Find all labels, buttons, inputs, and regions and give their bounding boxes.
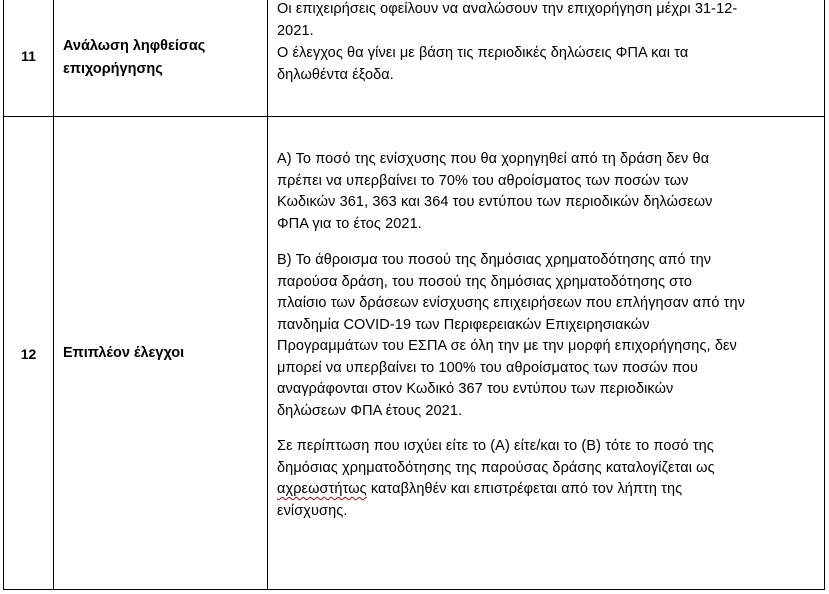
text-line: αναγράφονται στον Κωδικό 367 του εντύπου των περιοδικών [277, 381, 674, 397]
text-line: παρούσα δράση, του ποσού της δημόσιας χρηματοδότησης στο [277, 273, 693, 290]
text-line: Α) Το ποσό της ενίσχυσης που θα χορηγηθεί από τη δράση δεν θα [277, 151, 710, 167]
row-number: 12 [20, 346, 37, 362]
text-line: πανδημία COVID-19 των Περιφερειακών Επιχειρησιακών [277, 316, 650, 333]
row-label-line: επιχορήγησης [63, 61, 163, 77]
text-line: Οι επιχειρήσεις οφείλουν να αναλώσουν την επιχορήγηση μέχρι 31-12- [277, 1, 738, 17]
table-border-right [824, 0, 825, 590]
text-line [277, 479, 807, 501]
table-border-col2 [267, 0, 268, 590]
text-line: Προγραμμάτων του ΕΣΠΑ σε όλη την με την μορφή επιχορήγησης, δεν [277, 338, 737, 354]
text-line: Ο έλεγχος θα γίνει με βάση τις περιοδικές δηλώσεις ΦΠΑ και τα [277, 45, 689, 61]
text-line: Κωδικών 361, 363 και 364 του εντύπου των περιοδικών δηλώσεων [277, 194, 713, 210]
text-fragment: καταβληθέν και επιστρέφεται από τον λήπτη της [366, 481, 683, 497]
text-line: δηλώσεων ΦΠΑ έτους 2021. [277, 402, 463, 419]
row-description-paragraph [277, 250, 807, 422]
row-number: 11 [21, 48, 36, 64]
spellcheck-flagged-word: αχρεωστήτως [277, 481, 367, 497]
row-label-line: Ανάλωση ληφθείσας [63, 38, 206, 54]
row-label [63, 35, 263, 81]
text-line: 2021. [277, 22, 314, 39]
row-description-paragraph [277, 0, 807, 42]
table-border-bottom [3, 589, 825, 590]
table-border-col1 [53, 0, 54, 590]
text-line: δηλωθέντα έξοδα. [277, 66, 394, 83]
row-label: Επιπλέον έλεγχοι [63, 345, 185, 361]
row-description-paragraph [277, 43, 807, 86]
row-description-paragraph [277, 149, 807, 235]
text-line: πλαίσιο των δράσεων ενίσχυσης επιχειρήσεων που επλήγησαν από την [277, 295, 745, 311]
text-line: Β) Το άθροισμα του ποσού της δημόσιας χρηματοδότησης από την [277, 252, 712, 268]
text-line: ενίσχυσης. [277, 502, 348, 519]
text-line: ΦΠΑ για το έτος 2021. [277, 215, 422, 232]
row-separator [3, 116, 825, 117]
text-line: δημόσιας χρηματοδότησης της παρούσας δράσης καταλογίζεται ως [277, 459, 715, 476]
text-line: μπορεί να υπερβαίνει το 100% του αθροίσματος των ποσών που [277, 359, 699, 376]
row-description-paragraph [277, 436, 807, 522]
text-line: Σε περίπτωση που ισχύει είτε το (Α) είτε/και το (Β) τότε το ποσό της [277, 438, 714, 454]
table-border-left [3, 0, 4, 590]
text-line: πρέπει να υπερβαίνει το 70% του αθροίσματος των ποσών των [277, 172, 689, 189]
